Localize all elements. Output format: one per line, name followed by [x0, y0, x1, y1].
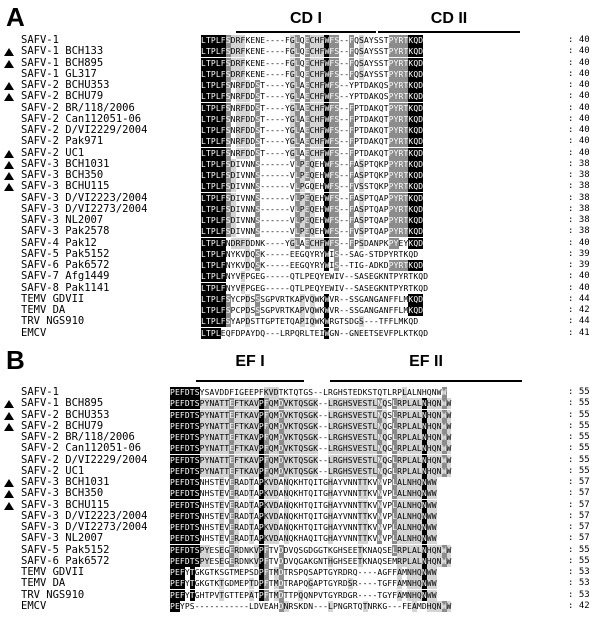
sequence-residues: LTPLFSDRFKENE----FGLQECHFWFS--FQSAYSSTPYRTKQD [201, 47, 424, 57]
sequence-residues: PEFDTSPYNATTEFTKAVPFQMDVKTQSGK--LRGHSVESTLNQGLRPLALNHQNWW [170, 421, 452, 431]
sequence-name: SAFV-6 Pak6572 [21, 259, 110, 271]
sequence-name: SAFV-3 BCH1031 [21, 476, 110, 488]
residue-count: : 55 [568, 544, 590, 555]
marker-triangle-icon [4, 479, 14, 487]
sequence-name: SAFV-5 Pak5152 [21, 543, 110, 556]
sequence-name: TEMV DA [21, 577, 66, 590]
residue-count: : 44 [568, 316, 590, 327]
sequence-name: SAFV-2 BR/118/2006 [21, 101, 135, 114]
marker-triangle-icon [4, 490, 14, 498]
sequence-name: SAFV-4 Pak12 [21, 236, 97, 249]
sequence-residues: PEFDTSPYNATTEFTKAVPFQMDVKTQSGK--LRGHSVESTLNQGLRPLALNHQNWW [170, 455, 452, 465]
sequence-residues: PEFYTGHTPVTGTTEPATPFTMDTTPQQNPVTGYRDGR----TGYFAMNHQNWW [170, 590, 437, 600]
panel-letter-a: A [6, 2, 25, 32]
region-label-cd1: CD I [290, 10, 322, 27]
sequence-name: SAFV-3 BCH1031 [21, 157, 110, 170]
marker-triangle-icon [4, 60, 14, 68]
residue-count: : 38 [568, 170, 590, 180]
sequence-name: TRV NGS910 [21, 315, 85, 328]
sequence-residues: LTPLFSNRFDDST----YGLAECHFWFS--FPTDAKQTPYRTKQD [201, 148, 424, 158]
sequence-name: TRV NGS910 [21, 588, 85, 601]
marker-triangle-icon [4, 161, 14, 169]
sequence-residues: PEFDTSPYNATTEFTKAVPFQMDVKTQSGK--LRGHSVESTLNQSLRPLALNHQNWW [170, 399, 452, 409]
residue-count: : 40 [568, 136, 590, 147]
sequence-name: SAFV-7 Afg1449 [21, 270, 110, 283]
residue-count: : 40 [568, 271, 590, 282]
sequence-residues: LTPLFNYVFPGEG-----QTLPEQYEWIV--SASEGKNTPYRTKQD [201, 283, 429, 293]
sequence-name: SAFV-3 BCHU115 [21, 498, 110, 511]
sequence-residues: LTPLFSNRFDDST----YGLAECHFWFS--FPTDAKQTPYRTKQD [201, 126, 424, 135]
region-bar-cd2 [378, 31, 520, 33]
residue-count: : 55 [568, 454, 590, 465]
sequence-name: SAFV-2 Can112051-06 [21, 442, 142, 455]
sequence-residues: LTPLFSNRFDDST----YGLAECHFWFS--FPTDAKQTPYRTKQD [201, 137, 424, 147]
residue-count: : 39 [568, 248, 590, 259]
residue-count: : 55 [568, 465, 590, 476]
sequence-name: SAFV-2 BCHU353 [21, 408, 110, 421]
sequence-name: SAFV-2 UC1 [21, 146, 85, 159]
sequence-residues: PEFDTSPYNATTEFTKAVPFQMDVKTQSGK--LRGHSVESTLNQGLRPLALNHQNWW [170, 433, 452, 442]
residue-count: : 42 [568, 600, 590, 611]
sequence-name: SAFV-2 BCHU79 [21, 90, 104, 103]
region-bar-ef2 [330, 380, 522, 382]
marker-triangle-icon [4, 150, 14, 158]
residue-count: : 55 [568, 432, 590, 442]
sequence-name: SAFV-3 D/VI2273/2004 [21, 202, 148, 215]
residue-count: : 38 [568, 158, 590, 169]
residue-count: : 38 [568, 215, 590, 225]
sequence-residues: LTPLFSDRFKENE----FGLQECHFWFS--FQSAYSSTPYRTKQD [201, 58, 424, 68]
sequence-residues: PEFDTSNHSTEVERADTAPKVDANQKHTQITGHAYVNNTTKVNVPLALNHQNWW [170, 500, 437, 510]
marker-triangle-icon [4, 502, 14, 510]
sequence-residues: PEFDTSPYNATTEFTKAVPFQMDVKTQSGK--LRGHSVESTLNQGLRPLALNHQNWW [170, 466, 452, 476]
sequence-name: SAFV-2 D/VI2229/2004 [21, 124, 148, 136]
residue-count: : 40 [568, 113, 590, 124]
sequence-residues: LTPLFSYCPDSSSGPVRTKAPVQWKWVR--SSGANGANFFLMKQD [201, 294, 424, 304]
sequence-residues: LTPLFSNRFDDST----YGLAECHFWFS--FPTDAKQTPYRTKQD [201, 114, 424, 124]
region-bar-ef1 [196, 380, 304, 382]
sequence-residues: PEYPS-----------LDVEAHDNRSKDN---LPNGRTQTNRKG---FEAMDHQNWW [170, 601, 452, 611]
sequence-residues: PEFYTGKGTKSGTMEPSDPFTMDTRSPQSAPTGYRDRQ----AGFFAMNHQNWW [170, 568, 437, 577]
sequence-name: TEMV GDVII [21, 292, 85, 305]
sequence-residues: LTPLFSDRFKENE----FGLQECHFWFS--FQSAYSSTPYRTKQD [201, 36, 424, 45]
sequence-name: TEMV DA [21, 304, 66, 316]
sequence-name: SAFV-1 BCH895 [21, 56, 104, 69]
residue-count: : 40 [568, 35, 590, 45]
sequence-residues: LTPLFSPCPDSSSGPVRTKAPVQWKWVR--SSGANGANFFLMKQD [201, 306, 424, 315]
sequence-name: SAFV-2 UC1 [21, 464, 85, 477]
residue-count: : 40 [568, 237, 590, 248]
residue-count: : 41 [568, 327, 590, 338]
residue-count: : 40 [568, 282, 590, 293]
sequence-residues: LTPLFSDIVNNS------VLPEQEHWFS--FVSPTQAPPYRTKQD [201, 227, 424, 237]
sequence-name: SAFV-3 D/VI2223/2004 [21, 509, 148, 522]
sequence-residues: PEFDTSNHSTEVERADTAPKVDANQKHAQITGHAYVNNTTKVNVPLALNHQNWW [170, 534, 437, 544]
sequence-residues: PEFDTSPYESEGERDNKVPFTVDDVQGAKGNTHGHSEETKNAQSEMRPLALNHQNWW [170, 556, 452, 566]
sequence-residues: LTPLFSNRFDDST----YGLAECHFWFS--FPTDAKQTPYRTKQD [201, 103, 424, 113]
sequence-residues: LTPLFNYVFPGEG-----QTLPEQYEWIV--SASEGKNTPYRTKQD [201, 272, 429, 282]
marker-triangle-icon [4, 183, 14, 191]
sequence-residues: LTPLFSDIVNNS------VLPEQEHWFS--FASPTQAPPYRTKQD [201, 193, 424, 203]
sequence-name: EMCV [21, 326, 47, 339]
sequence-residues: LTPLFSDIVNNS------VLPEQEHWFS--FASPTQAPPYRTKQD [201, 204, 424, 214]
residue-count: : 42 [568, 305, 590, 315]
panel-letter-b: B [6, 345, 25, 375]
sequence-name: SAFV-3 Pak2578 [21, 225, 110, 238]
marker-triangle-icon [4, 423, 14, 431]
marker-triangle-icon [4, 172, 14, 180]
sequence-name: SAFV-1 [21, 386, 59, 398]
sequence-name: SAFV-3 D/VI2273/2004 [21, 521, 148, 533]
sequence-name: SAFV-2 Can112051-06 [21, 112, 142, 125]
residue-count: : 38 [568, 181, 590, 192]
residue-count: : 55 [568, 387, 590, 397]
sequence-residues: LTPLFSNRFDDST----YGLAECHFWFS--YPTDAKQSPYRTKQD [201, 81, 424, 90]
marker-triangle-icon [4, 93, 14, 101]
marker-triangle-icon [4, 48, 14, 56]
sequence-name: SAFV-5 Pak5152 [21, 247, 110, 260]
sequence-name: SAFV-1 BCH133 [21, 45, 104, 58]
residue-count: : 53 [568, 578, 590, 589]
sequence-name: SAFV-8 Pak1141 [21, 281, 110, 294]
sequence-name: SAFV-1 [21, 34, 59, 46]
residue-count: : 38 [568, 203, 590, 214]
region-label-ef1: EF I [235, 353, 265, 370]
residue-count: : 40 [568, 80, 590, 90]
sequence-name: TEMV GDVII [21, 566, 85, 578]
residue-count: : 55 [568, 443, 590, 454]
residue-count: : 57 [568, 499, 590, 510]
residue-count: : 44 [568, 293, 590, 304]
region-bar-cd1 [236, 31, 376, 33]
residue-count: : 40 [568, 91, 590, 102]
sequence-name: SAFV-3 NL2007 [21, 532, 104, 545]
sequence-name: SAFV-2 BCHU353 [21, 79, 110, 91]
sequence-residues: LTPLFNDRFDDNK----YGLAECHFWFS--FPSDANPKPYEYKQD [201, 238, 424, 248]
sequence-residues: PEFDTSYSAVDDFIGEEPFKVDTKTQTGS--LRGHSTEDKSTQTLRPLALNHQNWW [170, 388, 447, 397]
residue-count: : 57 [568, 533, 590, 544]
residue-count: : 53 [568, 589, 590, 600]
sequence-name: SAFV-3 NL2007 [21, 214, 104, 226]
marker-triangle-icon [4, 412, 14, 420]
sequence-residues: LTPLFNYKVDQSK-----EEGQYRYWIS--TIG-ADKDPYRTKQD [201, 261, 424, 270]
residue-count: : 53 [568, 567, 590, 577]
sequence-residues: LTPLFSDIVNNS------VLPEQEHWFS--FASPTQAPPYRTKQD [201, 216, 424, 225]
sequence-name: SAFV-3 BCH350 [21, 487, 104, 500]
residue-count: : 55 [568, 420, 590, 431]
sequence-residues: LTPLFSDRFKENE----FGLQECHFWFS--FQSAYSSTPYRTKQD [201, 69, 424, 79]
residue-count: : 40 [568, 68, 590, 79]
sequence-residues: LTPLFSDIVNNS------VLPEQEHWFS--FASPTQKPPYRTKQD [201, 171, 424, 180]
sequence-residues: LTPLFSNRFDDST----YGLAECHFWFS--YPTDAKQSPYRTKQD [201, 92, 424, 102]
residue-count: : 57 [568, 510, 590, 521]
marker-triangle-icon [4, 400, 14, 408]
residue-count: : 38 [568, 226, 590, 237]
sequence-residues: LTPLFNYKVDQSK-----EEGQYRYWIS--SAG-STDPYRTKQD [201, 249, 419, 259]
sequence-name: SAFV-2 Pak971 [21, 135, 104, 148]
region-label-cd2: CD II [430, 10, 468, 27]
sequence-name: SAFV-6 Pak6572 [21, 554, 110, 567]
residue-count: : 40 [568, 125, 590, 135]
sequence-name: SAFV-1 GL317 [21, 67, 97, 80]
residue-count: : 57 [568, 477, 590, 487]
residue-count: : 55 [568, 409, 590, 420]
sequence-name: SAFV-3 D/VI2223/2004 [21, 191, 148, 204]
sequence-residues: PEFDTSNHSTEVERADTAPKVDANQKHTQITGHAYVNNTTKVNVPLALNHQNWW [170, 523, 437, 532]
residue-count: : 55 [568, 398, 590, 409]
residue-count: : 40 [568, 46, 590, 57]
sequence-name: SAFV-2 D/VI2229/2004 [21, 453, 148, 466]
residue-count: : 39 [568, 260, 590, 270]
marker-triangle-icon [4, 82, 14, 90]
sequence-residues: PEFDTSNHSTEVERADTAPKVDANQKHTQITGHAYVNNTTKVNVPLALNHQNWW [170, 489, 437, 499]
residue-count: : 38 [568, 192, 590, 203]
sequence-residues: LTPLEQFDPAYDQ---LRPQRLTEIWGN--GNEETSEVFPLKTKQD [201, 328, 429, 338]
sequence-name: SAFV-2 BR/118/2006 [21, 431, 135, 443]
residue-count: : 57 [568, 522, 590, 532]
sequence-name: SAFV-3 BCH350 [21, 169, 104, 181]
residue-count: : 40 [568, 102, 590, 113]
sequence-residues: PEFDTSPYESEGERDNKVPFTVDDVQSGDGGTKGHSEETKNAQSELRPLALNHQNWW [170, 545, 452, 555]
sequence-residues: PEFDTSPYNATTEFTKAVPFQMDVKTQSGK--LRGHSVESTLNQGLRPLALNHQNWW [170, 444, 452, 454]
sequence-residues: PEFDTSNHSTEVERADTAPKVDANQKHTQITGHAYVNNTTKVNVPLALNHQNWW [170, 478, 437, 487]
residue-count: : 57 [568, 488, 590, 499]
sequence-residues: LTPLFSYAPDSTTGPTETQAPIQWKWRGTSDGS---TFFLMKQD [201, 317, 419, 327]
sequence-residues: LTPLFSDIVNNS------VLPGQEHWFS--FVSSTQKPPYRTKQD [201, 182, 424, 192]
residue-count: : 55 [568, 555, 590, 566]
sequence-name: EMCV [21, 599, 47, 612]
sequence-residues: PEFDTSNHSTEVERADTAPKVDANQKHTQITGHAYVNNTTKVNVPLALNHQNWW [170, 511, 437, 521]
region-label-ef2: EF II [409, 353, 443, 370]
sequence-name: SAFV-1 BCH895 [21, 397, 104, 410]
residue-count: : 40 [568, 147, 590, 158]
sequence-residues: LTPLFSDIVNNS------VLPEQEHWFS--FASPTQKPPYRTKQD [201, 159, 424, 169]
sequence-residues: PEFDTSPYNATTEFTKAVPFQMDVKTQSGK--LRGHSVESTLNQSLRPLALNHQNWW [170, 410, 452, 420]
sequence-name: SAFV-3 BCHU115 [21, 180, 110, 193]
residue-count: : 40 [568, 57, 590, 68]
sequence-name: SAFV-2 BCHU79 [21, 419, 104, 432]
sequence-residues: PEFYTGKGTKTGDMEPTDPFTMDTRAPQGAPTGYRDSR----TGFFAMNHQNWW [170, 579, 437, 589]
